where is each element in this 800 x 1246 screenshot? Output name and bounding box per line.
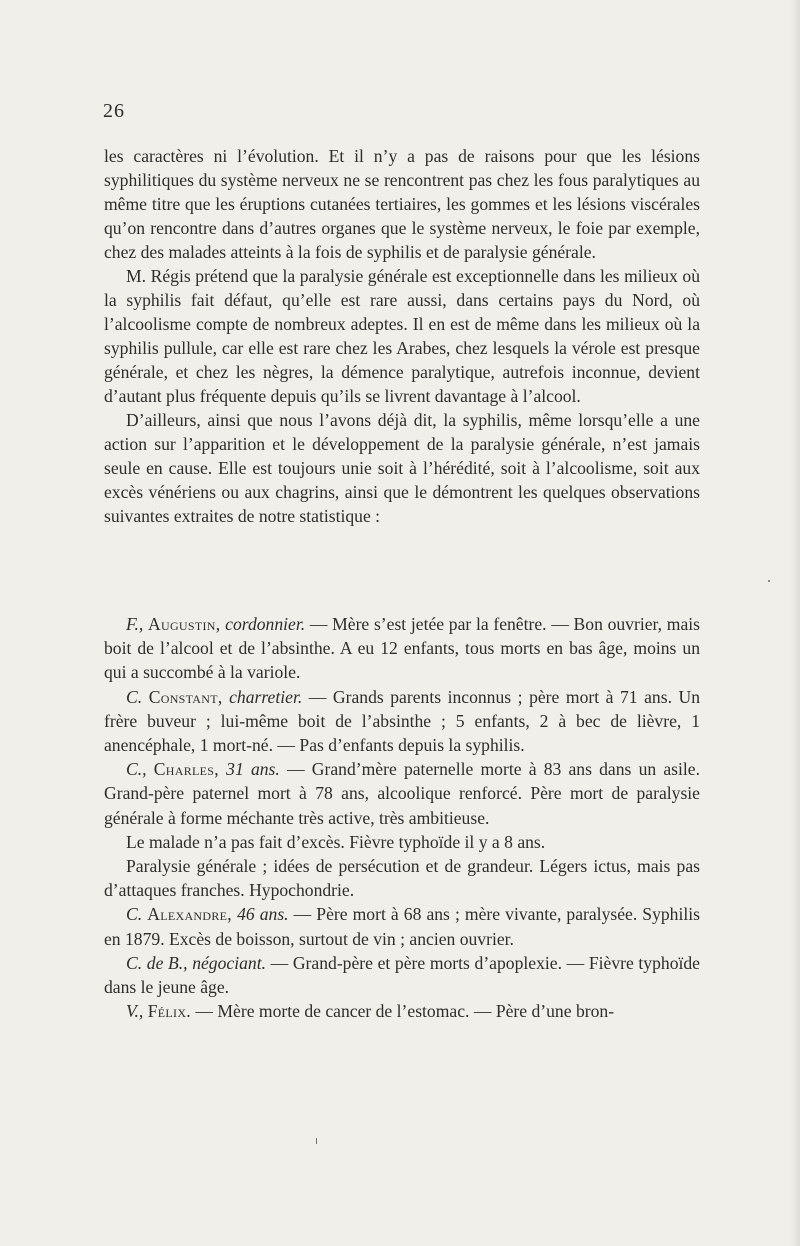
observation-text: — Père mort à 68 ans ; mère vivante, paralysée. Syphilis en 1879. Excès de boisson, surtout de vin ; ancien ouvrier. bbox=[104, 904, 700, 949]
page-edge-shadow bbox=[790, 0, 800, 1246]
observation-note-1: Le malade n’a pas fait d’excès. Fièvre typhoïde il y a 8 ans. bbox=[126, 831, 546, 852]
observation-text: — Grands parents inconnus ; père mort à 71 ans. Un frère buveur ; lui-même boit de l’absinthe ; 5 enfants, 2 à bec de lièvre, 1 anencéphale, 1 mort-né. — Pas d’enfants depuis la syphilis. bbox=[104, 686, 701, 756]
observation-initial: C. bbox=[126, 904, 143, 925]
observation-text: — Mère morte de cancer de l’estomac. — Père d’une bron- bbox=[191, 1001, 615, 1022]
observations-list bbox=[104, 612, 700, 1023]
observation-name: Charles, bbox=[153, 759, 219, 780]
observation-1 bbox=[104, 612, 700, 685]
observation-initial: C., bbox=[126, 759, 147, 780]
observation-detail: cordonnier. bbox=[225, 614, 306, 634]
observation-name: Constant, bbox=[148, 686, 223, 707]
observation-detail: 31 ans. bbox=[226, 759, 280, 780]
observation-text: — Mère s’est jetée par la fenêtre. — Bon ouvrier, mais boit de l’alcool et de l’absinthe. A eu 12 enfants, tous morts en bas âge, moins un qui a succombé à la variole. bbox=[104, 614, 700, 683]
paragraph-3: D’ailleurs, ainsi que nous l’avons déjà dit, la syphilis, même lorsqu’elle a une action sur l’apparition et le développement de la paralysie générale, n’est jamais seule en cause. Elle est toujours unie soit à l’hérédité, soit à l’alcoolisme, soit aux excès vénériens ou aux chagrins, ainsi que le démontrent les quelques observations suivantes extraites de notre statistique : bbox=[104, 410, 700, 526]
observation-detail: négociant. bbox=[192, 952, 266, 973]
observation-initial: V., bbox=[126, 1001, 144, 1022]
paper-speck bbox=[768, 580, 770, 582]
observation-initial: C. de B., bbox=[126, 952, 188, 973]
observation-initial: C. bbox=[126, 686, 143, 707]
observation-initial: F., bbox=[126, 614, 144, 634]
observation-text: — Grand’mère paternelle morte à 83 ans dans un asile. Grand-père paternel mort à 78 ans, alcoolique renforcé. Père mort de paralysie générale à forme méchante très active, très ambitieuse. bbox=[104, 759, 700, 828]
observation-5 bbox=[104, 951, 700, 999]
observation-detail: 46 ans. bbox=[237, 904, 289, 925]
paragraph-2: M. Régis prétend que la paralysie générale est exceptionnelle dans les milieux où la syphilis fait défaut, qu’elle est rare aussi, dans certains pays du Nord, où l’alcoolisme compte de nombreux adeptes. Il en est de même dans les milieux où la syphilis pullule, car elle est rare chez les Arabes, chez lesquels la vérole est presque générale, et chez les nègres, la démence paralytique, autrefois inconnue, devient d’autant plus fréquente depuis qu’ils se livrent davantage à l’alcool. bbox=[104, 266, 700, 406]
observation-name: Alexandre, bbox=[147, 904, 232, 925]
paper-speck bbox=[316, 1138, 317, 1144]
observation-3 bbox=[104, 757, 700, 830]
paragraph-1: les caractères ni l’évolution. Et il n’y a pas de raisons pour que les lésions syphilitiques du système nerveux ne se rencontrent pas chez les fous paralytiques au même titre que les éruptions cutanées tertiaires, les gommes et les lésions viscérales qu’on rencontre dans d’autres organes que le système nerveux, le foie par exemple, chez des malades atteints à la fois de syphilis et de paralysie générale. bbox=[104, 146, 700, 262]
body-text bbox=[104, 144, 700, 528]
observation-name: Félix. bbox=[147, 1001, 191, 1022]
observation-6 bbox=[104, 999, 700, 1023]
observation-text: — Grand-père et père morts d’apoplexie. — Fièvre typhoïde dans le jeune âge. bbox=[104, 952, 700, 998]
observation-detail: charretier. bbox=[229, 686, 303, 707]
observation-2 bbox=[104, 685, 700, 758]
observation-note-2: Paralysie générale ; idées de persécution et de grandeur. Légers ictus, mais pas d’attaques franches. Hypochondrie. bbox=[104, 856, 700, 901]
page-number: 26 bbox=[103, 100, 125, 122]
observation-name: Augustin, bbox=[147, 614, 221, 634]
observation-4 bbox=[104, 902, 700, 950]
